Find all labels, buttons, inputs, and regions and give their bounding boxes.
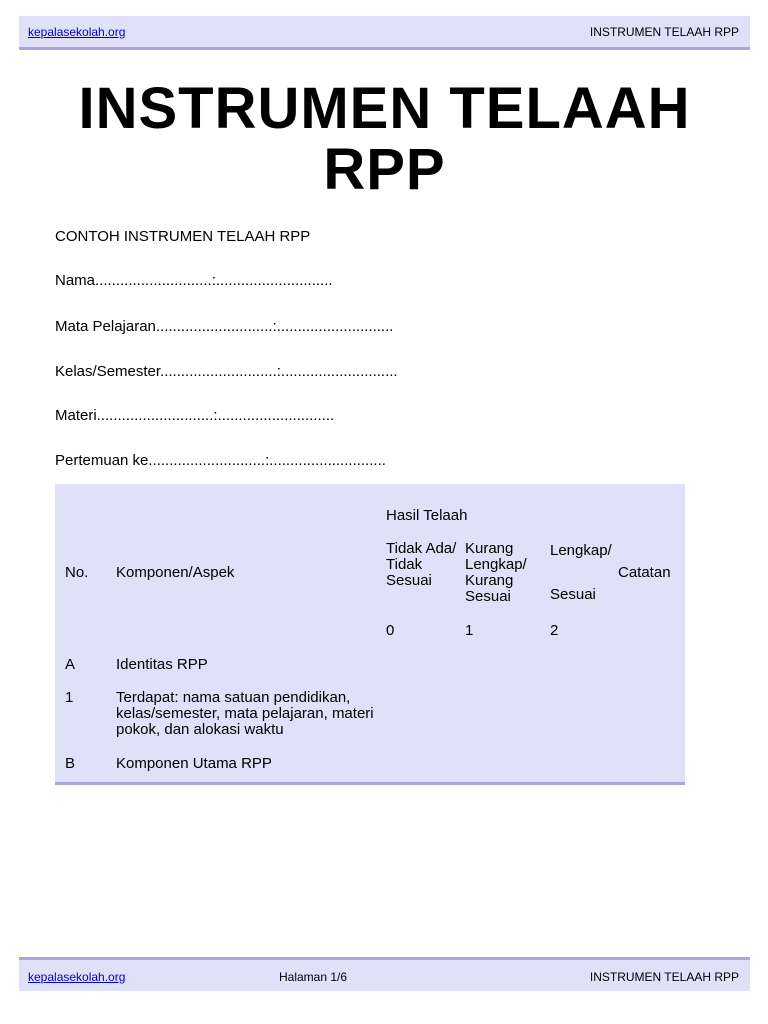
score-2: 2	[550, 622, 559, 639]
header-kurang-line4: Sesuai	[465, 588, 511, 605]
footer-site-link[interactable]: kepalasekolah.org	[28, 970, 126, 984]
row-1-text-line1: Terdapat: nama satuan pendidikan,	[116, 689, 351, 706]
footer-page-number: Halaman 1/6	[279, 970, 348, 984]
subtitle: CONTOH INSTRUMEN TELAAH RPP	[55, 228, 311, 245]
row-b-text: Komponen Utama RPP	[116, 755, 272, 772]
header-tidak-ada-line3: Sesuai	[386, 572, 432, 589]
header-kurang	[465, 541, 527, 605]
header-kurang-line2: Lengkap/	[465, 556, 527, 573]
page-footer	[19, 957, 750, 991]
document-title	[19, 78, 750, 200]
document-title-line1: INSTRUMEN TELAAH	[78, 76, 691, 141]
telaah-table	[55, 484, 685, 785]
header-doc-title: INSTRUMEN TELAAH RPP	[589, 25, 739, 39]
row-1-text	[116, 690, 374, 738]
header-tidak-ada-line2: Tidak	[386, 556, 423, 573]
header-hasil-telaah: Hasil Telaah	[386, 507, 468, 524]
header-kurang-line3: Kurang	[465, 572, 514, 589]
header-site-link[interactable]: kepalasekolah.org	[28, 25, 126, 39]
field-nama: Nama............................:............................	[55, 272, 333, 289]
header-lengkap-line1: Lengkap/	[550, 542, 612, 559]
row-a-text: Identitas RPP	[116, 656, 208, 673]
field-mata-pelajaran: Mata Pelajaran............................:............................	[55, 318, 394, 335]
header-tidak-ada-line1: Tidak Ada/	[386, 540, 457, 557]
header-komponen: Komponen/Aspek	[116, 564, 235, 581]
header-no: No.	[65, 564, 89, 581]
header-catatan: Catatan	[618, 564, 671, 581]
row-1-text-line2: kelas/semester, mata pelajaran, materi	[116, 705, 374, 722]
score-1: 1	[465, 622, 474, 639]
header-lengkap-line2: Sesuai	[550, 586, 596, 603]
score-0: 0	[386, 622, 395, 639]
page-header	[19, 16, 750, 50]
footer-doc-title: INSTRUMEN TELAAH RPP	[589, 970, 739, 984]
header-kurang-line1: Kurang	[465, 540, 514, 557]
field-materi: Materi............................:............................	[55, 407, 335, 424]
document-title-line2: RPP	[323, 137, 446, 202]
row-1-no: 1	[65, 689, 74, 706]
row-b-no: B	[65, 755, 76, 772]
row-1-text-line3: pokok, dan alokasi waktu	[116, 721, 284, 738]
row-a-no: A	[65, 656, 76, 673]
field-pertemuan: Pertemuan ke............................:............................	[55, 452, 386, 469]
header-tidak-ada	[386, 541, 456, 589]
field-kelas-semester: Kelas/Semester............................:............................	[55, 363, 398, 380]
